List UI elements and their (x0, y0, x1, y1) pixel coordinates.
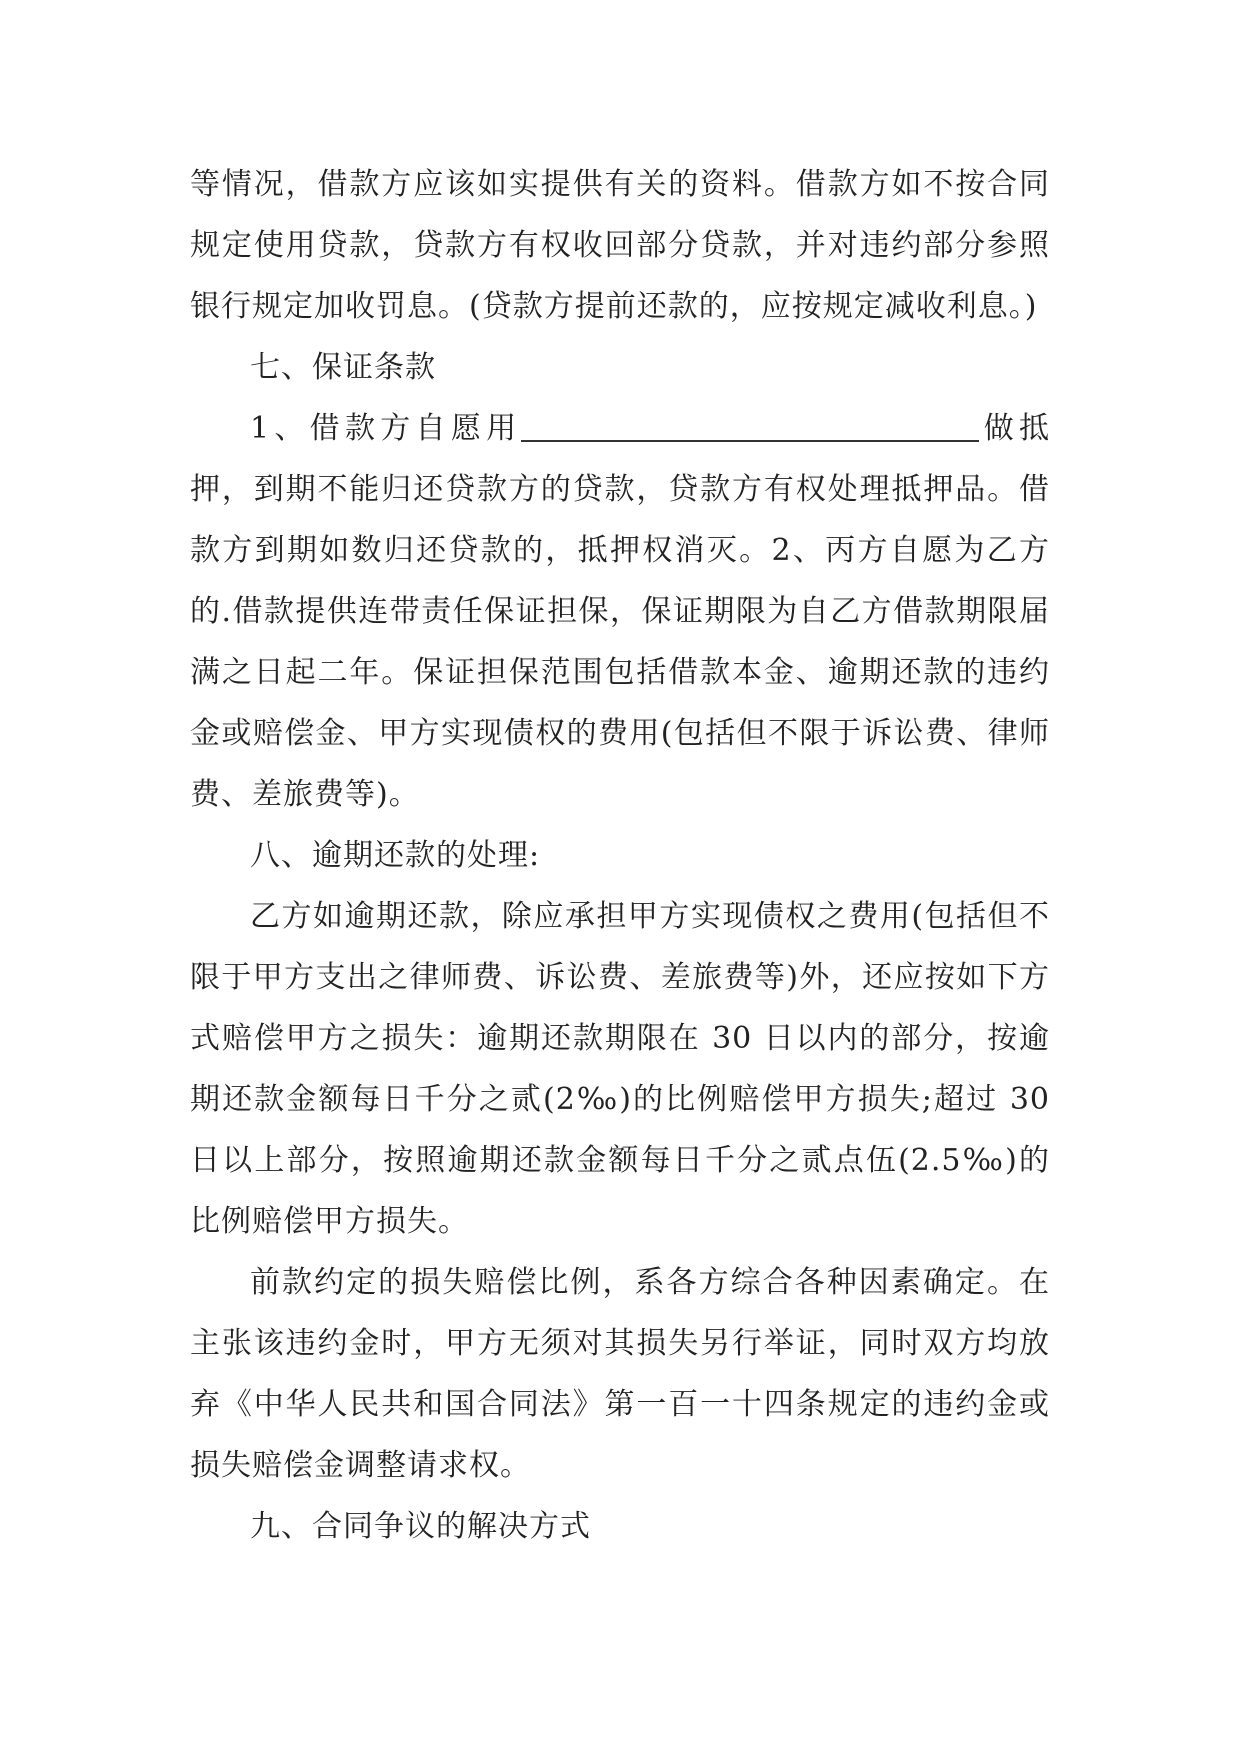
document-body (190, 154, 1050, 1557)
section-heading-dispute: 九、合同争议的解决方式 (250, 1509, 591, 1544)
section-heading-guarantee: 七、保证条款 (250, 350, 436, 385)
section-heading-overdue: 八、逾期还款的处理: (250, 838, 541, 873)
paragraph-loan-usage: 等情况，借款方应该如实提供有关的资料。借款方如不按合同规定使用贷款，贷款方有权收回部分贷款，并对违约部分参照银行规定加收罚息。(贷款方提前还款的，应按规定减收利息。) (190, 167, 1050, 324)
collateral-blank-line (521, 410, 979, 442)
guarantee-clause-start: 1、借款方自愿用 (250, 411, 522, 446)
guarantee-clause-rest: 做抵押，到期不能归还贷款方的贷款，贷款方有权处理抵押品。借款方到期如数归还贷款的，抵押权消灭。2、丙方自愿为乙方的.借款提供连带责任保证担保，保证期限为自乙方借款期限届满之日起二年。保证担保范围包括借款本金、逾期还款的违约金或赔偿金、甲方实现债权的费用(包括但不限于诉讼费、律师费、差旅费等)。 (190, 411, 1051, 812)
paragraph-guarantee-terms (190, 398, 1050, 825)
paragraph-overdue-handling: 乙方如逾期还款，除应承担甲方实现债权之费用(包括但不限于甲方支出之律师费、诉讼费、差旅费等)外，还应按如下方式赔偿甲方之损失：逾期还款期限在 30 日以内的部分，按逾期还款金额每日千分之贰(2‰)的比例赔偿甲方损失;超过 30 日以上部分，按照逾期还款金额每日千分之贰点伍(2.5‰)的比例赔偿甲方损失。 (190, 899, 1050, 1239)
paragraph-damages-ratio: 前款约定的损失赔偿比例，系各方综合各种因素确定。在主张该违约金时，甲方无须对其损失另行举证，同时双方均放弃《中华人民共和国合同法》第一百一十四条规定的违约金或损失赔偿金调整请求权。 (190, 1265, 1050, 1483)
